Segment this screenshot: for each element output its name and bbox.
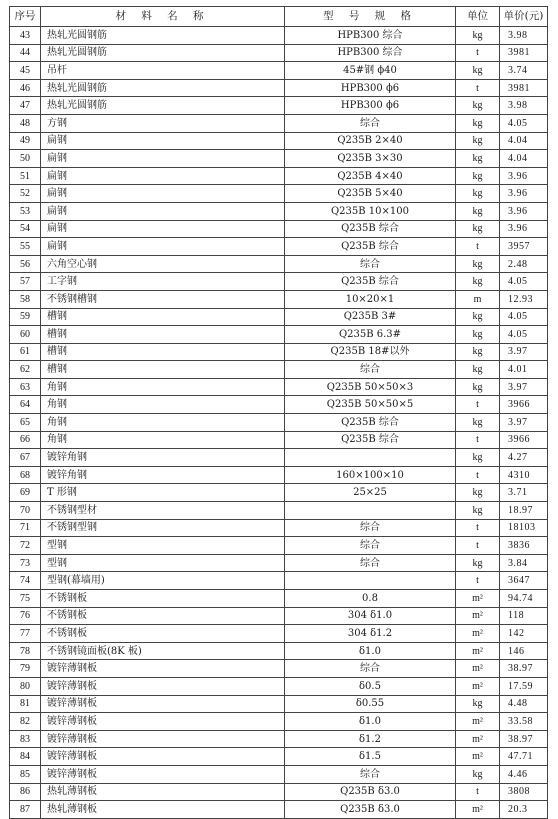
unit: t	[456, 396, 500, 414]
material-name: 镀锌薄钢板	[41, 748, 285, 766]
row-number: 71	[10, 519, 41, 537]
unit: kg	[456, 765, 500, 783]
model-spec: Q235B 4×40	[285, 167, 456, 185]
model-spec: Q235B 2×40	[285, 132, 456, 150]
material-name: 角钢	[41, 378, 285, 396]
table-row	[10, 713, 548, 731]
material-name: 热轧光圆钢筋	[41, 79, 285, 97]
unit: m²	[456, 713, 500, 731]
unit-price: 3808	[500, 783, 548, 801]
model-spec: δ0.55	[285, 695, 456, 713]
material-name: 槽钢	[41, 308, 285, 326]
row-number: 72	[10, 537, 41, 555]
model-spec: Q235B 18#以外	[285, 343, 456, 361]
unit: t	[456, 238, 500, 256]
model-spec	[285, 572, 456, 590]
table-row	[10, 519, 548, 537]
table-row	[10, 396, 548, 414]
header-unit: 单位	[456, 7, 500, 27]
model-spec: 45#钢 ϕ40	[285, 62, 456, 80]
model-spec: 25×25	[285, 484, 456, 502]
unit: kg	[456, 97, 500, 115]
table-row	[10, 343, 548, 361]
unit-price: 3957	[500, 238, 548, 256]
model-spec: Q235B δ3.0	[285, 783, 456, 801]
row-number: 85	[10, 765, 41, 783]
model-spec: Q235B δ3.0	[285, 801, 456, 819]
unit-price: 38.97	[500, 660, 548, 678]
model-spec: Q235B 综合	[285, 273, 456, 291]
unit: kg	[456, 255, 500, 273]
table-row	[10, 44, 548, 62]
unit-price: 33.58	[500, 713, 548, 731]
material-name: 不锈钢板	[41, 607, 285, 625]
material-name: T 形钢	[41, 484, 285, 502]
row-number: 60	[10, 326, 41, 344]
unit: kg	[456, 502, 500, 520]
unit-price: 47.71	[500, 748, 548, 766]
model-spec: Q235B 6.3#	[285, 326, 456, 344]
material-name: 镀锌角钢	[41, 466, 285, 484]
unit: m²	[456, 660, 500, 678]
row-number: 81	[10, 695, 41, 713]
unit-price: 3981	[500, 44, 548, 62]
table-row	[10, 326, 548, 344]
material-name: 扁钢	[41, 150, 285, 168]
unit: m²	[456, 748, 500, 766]
row-number: 74	[10, 572, 41, 590]
unit-price: 3.71	[500, 484, 548, 502]
unit: kg	[456, 62, 500, 80]
row-number: 67	[10, 449, 41, 467]
table-header-row	[10, 7, 548, 27]
header-name: 材 料 名 称	[41, 7, 285, 27]
table-row	[10, 502, 548, 520]
material-name: 槽钢	[41, 326, 285, 344]
table-row	[10, 185, 548, 203]
unit: kg	[456, 695, 500, 713]
material-name: 扁钢	[41, 202, 285, 220]
table-row	[10, 378, 548, 396]
table-row	[10, 765, 548, 783]
table-row	[10, 607, 548, 625]
material-name: 扁钢	[41, 167, 285, 185]
table-row	[10, 167, 548, 185]
material-name: 角钢	[41, 414, 285, 432]
unit-price: 4.04	[500, 132, 548, 150]
material-name: 扁钢	[41, 238, 285, 256]
unit: t	[456, 783, 500, 801]
unit: kg	[456, 378, 500, 396]
material-name: 槽钢	[41, 361, 285, 379]
unit: kg	[456, 484, 500, 502]
model-spec: 综合	[285, 114, 456, 132]
material-name: 热轧薄钢板	[41, 801, 285, 819]
table-body	[10, 27, 548, 819]
model-spec: Q235B 3#	[285, 308, 456, 326]
material-name: 角钢	[41, 396, 285, 414]
unit: kg	[456, 273, 500, 291]
row-number: 62	[10, 361, 41, 379]
row-number: 49	[10, 132, 41, 150]
material-name: 扁钢	[41, 185, 285, 203]
unit: kg	[456, 150, 500, 168]
row-number: 59	[10, 308, 41, 326]
unit-price: 3.98	[500, 27, 548, 45]
table-row	[10, 132, 548, 150]
model-spec: HPB300 综合	[285, 44, 456, 62]
unit: kg	[456, 554, 500, 572]
unit: t	[456, 466, 500, 484]
unit: kg	[456, 343, 500, 361]
unit-price: 4310	[500, 466, 548, 484]
table-row	[10, 484, 548, 502]
unit: t	[456, 44, 500, 62]
unit-price: 4.05	[500, 308, 548, 326]
table-row	[10, 695, 548, 713]
table-row	[10, 290, 548, 308]
header-price: 单价(元)	[500, 7, 548, 27]
row-number: 86	[10, 783, 41, 801]
row-number: 82	[10, 713, 41, 731]
table-row	[10, 801, 548, 819]
unit-price: 3.97	[500, 378, 548, 396]
table-row	[10, 220, 548, 238]
material-name: 不锈钢槽钢	[41, 290, 285, 308]
unit-price: 20.3	[500, 801, 548, 819]
unit-price: 94.74	[500, 590, 548, 608]
unit: kg	[456, 202, 500, 220]
row-number: 64	[10, 396, 41, 414]
unit-price: 17.59	[500, 677, 548, 695]
unit: m²	[456, 801, 500, 819]
row-number: 84	[10, 748, 41, 766]
model-spec: Q235B 综合	[285, 238, 456, 256]
unit-price: 3647	[500, 572, 548, 590]
unit-price: 3.96	[500, 220, 548, 238]
row-number: 77	[10, 625, 41, 643]
model-spec: δ1.0	[285, 713, 456, 731]
row-number: 47	[10, 97, 41, 115]
unit-price: 4.05	[500, 273, 548, 291]
model-spec: HPB300 ϕ6	[285, 97, 456, 115]
unit-price: 4.05	[500, 326, 548, 344]
unit-price: 4.04	[500, 150, 548, 168]
table-row	[10, 27, 548, 45]
unit-price: 3.96	[500, 185, 548, 203]
material-name: 不锈钢板	[41, 590, 285, 608]
unit: kg	[456, 167, 500, 185]
unit: t	[456, 519, 500, 537]
unit-price: 118	[500, 607, 548, 625]
row-number: 76	[10, 607, 41, 625]
row-number: 45	[10, 62, 41, 80]
unit: kg	[456, 449, 500, 467]
material-name: 热轧光圆钢筋	[41, 97, 285, 115]
material-name: 热轧光圆钢筋	[41, 44, 285, 62]
table-row	[10, 730, 548, 748]
model-spec: Q235B 综合	[285, 414, 456, 432]
material-name: 不锈钢镜面板(8K 板)	[41, 642, 285, 660]
model-spec: δ1.5	[285, 748, 456, 766]
unit-price: 3.97	[500, 343, 548, 361]
row-number: 66	[10, 431, 41, 449]
row-number: 56	[10, 255, 41, 273]
unit: m²	[456, 642, 500, 660]
header-spec: 型 号 规 格	[285, 7, 456, 27]
table-row	[10, 625, 548, 643]
table-row	[10, 748, 548, 766]
unit: m²	[456, 590, 500, 608]
model-spec: 综合	[285, 554, 456, 572]
row-number: 50	[10, 150, 41, 168]
row-number: 52	[10, 185, 41, 203]
unit-price: 38.97	[500, 730, 548, 748]
unit-price: 3.74	[500, 62, 548, 80]
table-row	[10, 273, 548, 291]
material-name: 不锈钢板	[41, 625, 285, 643]
unit-price: 18103	[500, 519, 548, 537]
material-name: 工字钢	[41, 273, 285, 291]
row-number: 58	[10, 290, 41, 308]
unit-price: 3966	[500, 396, 548, 414]
table-row	[10, 255, 548, 273]
table-row	[10, 677, 548, 695]
row-number: 73	[10, 554, 41, 572]
row-number: 55	[10, 238, 41, 256]
table-row	[10, 238, 548, 256]
material-name: 热轧光圆钢筋	[41, 27, 285, 45]
model-spec: HPB300 ϕ6	[285, 79, 456, 97]
table-row	[10, 449, 548, 467]
unit: t	[456, 572, 500, 590]
unit: m²	[456, 677, 500, 695]
row-number: 69	[10, 484, 41, 502]
unit: kg	[456, 414, 500, 432]
model-spec: Q235B 50×50×5	[285, 396, 456, 414]
unit: m²	[456, 607, 500, 625]
price-table-sheet	[9, 6, 547, 819]
header-no: 序号	[10, 7, 41, 27]
material-name: 型钢	[41, 537, 285, 555]
model-spec	[285, 502, 456, 520]
table-row	[10, 79, 548, 97]
table-row	[10, 114, 548, 132]
model-spec: Q235B 10×100	[285, 202, 456, 220]
row-number: 53	[10, 202, 41, 220]
row-number: 79	[10, 660, 41, 678]
row-number: 65	[10, 414, 41, 432]
unit-price: 3.84	[500, 554, 548, 572]
model-spec: Q235B 50×50×3	[285, 378, 456, 396]
unit-price: 146	[500, 642, 548, 660]
table-row	[10, 431, 548, 449]
table-row	[10, 97, 548, 115]
row-number: 75	[10, 590, 41, 608]
unit: kg	[456, 220, 500, 238]
material-name: 型钢(幕墙用)	[41, 572, 285, 590]
model-spec: 综合	[285, 255, 456, 273]
row-number: 46	[10, 79, 41, 97]
material-name: 热轧薄钢板	[41, 783, 285, 801]
row-number: 63	[10, 378, 41, 396]
material-name: 吊杆	[41, 62, 285, 80]
material-name: 槽钢	[41, 343, 285, 361]
model-spec: 10×20×1	[285, 290, 456, 308]
model-spec: HPB300 综合	[285, 27, 456, 45]
row-number: 61	[10, 343, 41, 361]
material-price-table	[9, 6, 548, 819]
row-number: 43	[10, 27, 41, 45]
model-spec: 综合	[285, 660, 456, 678]
model-spec: 综合	[285, 537, 456, 555]
material-name: 不锈钢型钢	[41, 519, 285, 537]
model-spec: δ1.2	[285, 730, 456, 748]
model-spec: 0.8	[285, 590, 456, 608]
model-spec: Q235B 综合	[285, 220, 456, 238]
table-row	[10, 62, 548, 80]
unit-price: 4.05	[500, 114, 548, 132]
row-number: 48	[10, 114, 41, 132]
row-number: 78	[10, 642, 41, 660]
model-spec: 160×100×10	[285, 466, 456, 484]
unit-price: 3.98	[500, 97, 548, 115]
model-spec: Q235B 综合	[285, 431, 456, 449]
model-spec: 304 δ1.2	[285, 625, 456, 643]
row-number: 80	[10, 677, 41, 695]
unit-price: 142	[500, 625, 548, 643]
row-number: 51	[10, 167, 41, 185]
material-name: 扁钢	[41, 132, 285, 150]
row-number: 54	[10, 220, 41, 238]
unit: kg	[456, 361, 500, 379]
unit-price: 3.96	[500, 202, 548, 220]
unit-price: 12.93	[500, 290, 548, 308]
unit-price: 4.27	[500, 449, 548, 467]
unit: m²	[456, 730, 500, 748]
row-number: 57	[10, 273, 41, 291]
unit: m²	[456, 625, 500, 643]
material-name: 镀锌薄钢板	[41, 695, 285, 713]
unit-price: 3966	[500, 431, 548, 449]
unit: m	[456, 290, 500, 308]
row-number: 68	[10, 466, 41, 484]
model-spec: 综合	[285, 361, 456, 379]
table-row	[10, 414, 548, 432]
model-spec: Q235B 5×40	[285, 185, 456, 203]
material-name: 镀锌薄钢板	[41, 660, 285, 678]
table-row	[10, 466, 548, 484]
table-row	[10, 572, 548, 590]
table-row	[10, 150, 548, 168]
material-name: 镀锌薄钢板	[41, 765, 285, 783]
material-name: 不锈钢型材	[41, 502, 285, 520]
table-row	[10, 202, 548, 220]
unit: t	[456, 431, 500, 449]
model-spec: δ1.0	[285, 642, 456, 660]
model-spec: δ0.5	[285, 677, 456, 695]
unit: t	[456, 537, 500, 555]
table-row	[10, 308, 548, 326]
material-name: 角钢	[41, 431, 285, 449]
material-name: 镀锌角钢	[41, 449, 285, 467]
model-spec: 304 δ1.0	[285, 607, 456, 625]
table-row	[10, 642, 548, 660]
unit-price: 4.48	[500, 695, 548, 713]
table-row	[10, 554, 548, 572]
row-number: 44	[10, 44, 41, 62]
unit-price: 18.97	[500, 502, 548, 520]
material-name: 镀锌薄钢板	[41, 730, 285, 748]
unit-price: 3.96	[500, 167, 548, 185]
unit-price: 2.48	[500, 255, 548, 273]
table-row	[10, 537, 548, 555]
model-spec: 综合	[285, 765, 456, 783]
unit: kg	[456, 132, 500, 150]
row-number: 70	[10, 502, 41, 520]
unit-price: 3836	[500, 537, 548, 555]
unit-price: 4.01	[500, 361, 548, 379]
unit: kg	[456, 27, 500, 45]
material-name: 镀锌薄钢板	[41, 677, 285, 695]
row-number: 87	[10, 801, 41, 819]
material-name: 六角空心钢	[41, 255, 285, 273]
material-name: 镀锌薄钢板	[41, 713, 285, 731]
row-number: 83	[10, 730, 41, 748]
table-row	[10, 361, 548, 379]
model-spec	[285, 449, 456, 467]
table-row	[10, 590, 548, 608]
table-row	[10, 660, 548, 678]
material-name: 扁钢	[41, 220, 285, 238]
unit-price: 4.46	[500, 765, 548, 783]
unit-price: 3.97	[500, 414, 548, 432]
unit-price: 3981	[500, 79, 548, 97]
table-row	[10, 783, 548, 801]
unit: kg	[456, 308, 500, 326]
unit: kg	[456, 326, 500, 344]
model-spec: 综合	[285, 519, 456, 537]
unit: kg	[456, 114, 500, 132]
unit: kg	[456, 185, 500, 203]
material-name: 型钢	[41, 554, 285, 572]
unit: t	[456, 79, 500, 97]
material-name: 方钢	[41, 114, 285, 132]
model-spec: Q235B 3×30	[285, 150, 456, 168]
